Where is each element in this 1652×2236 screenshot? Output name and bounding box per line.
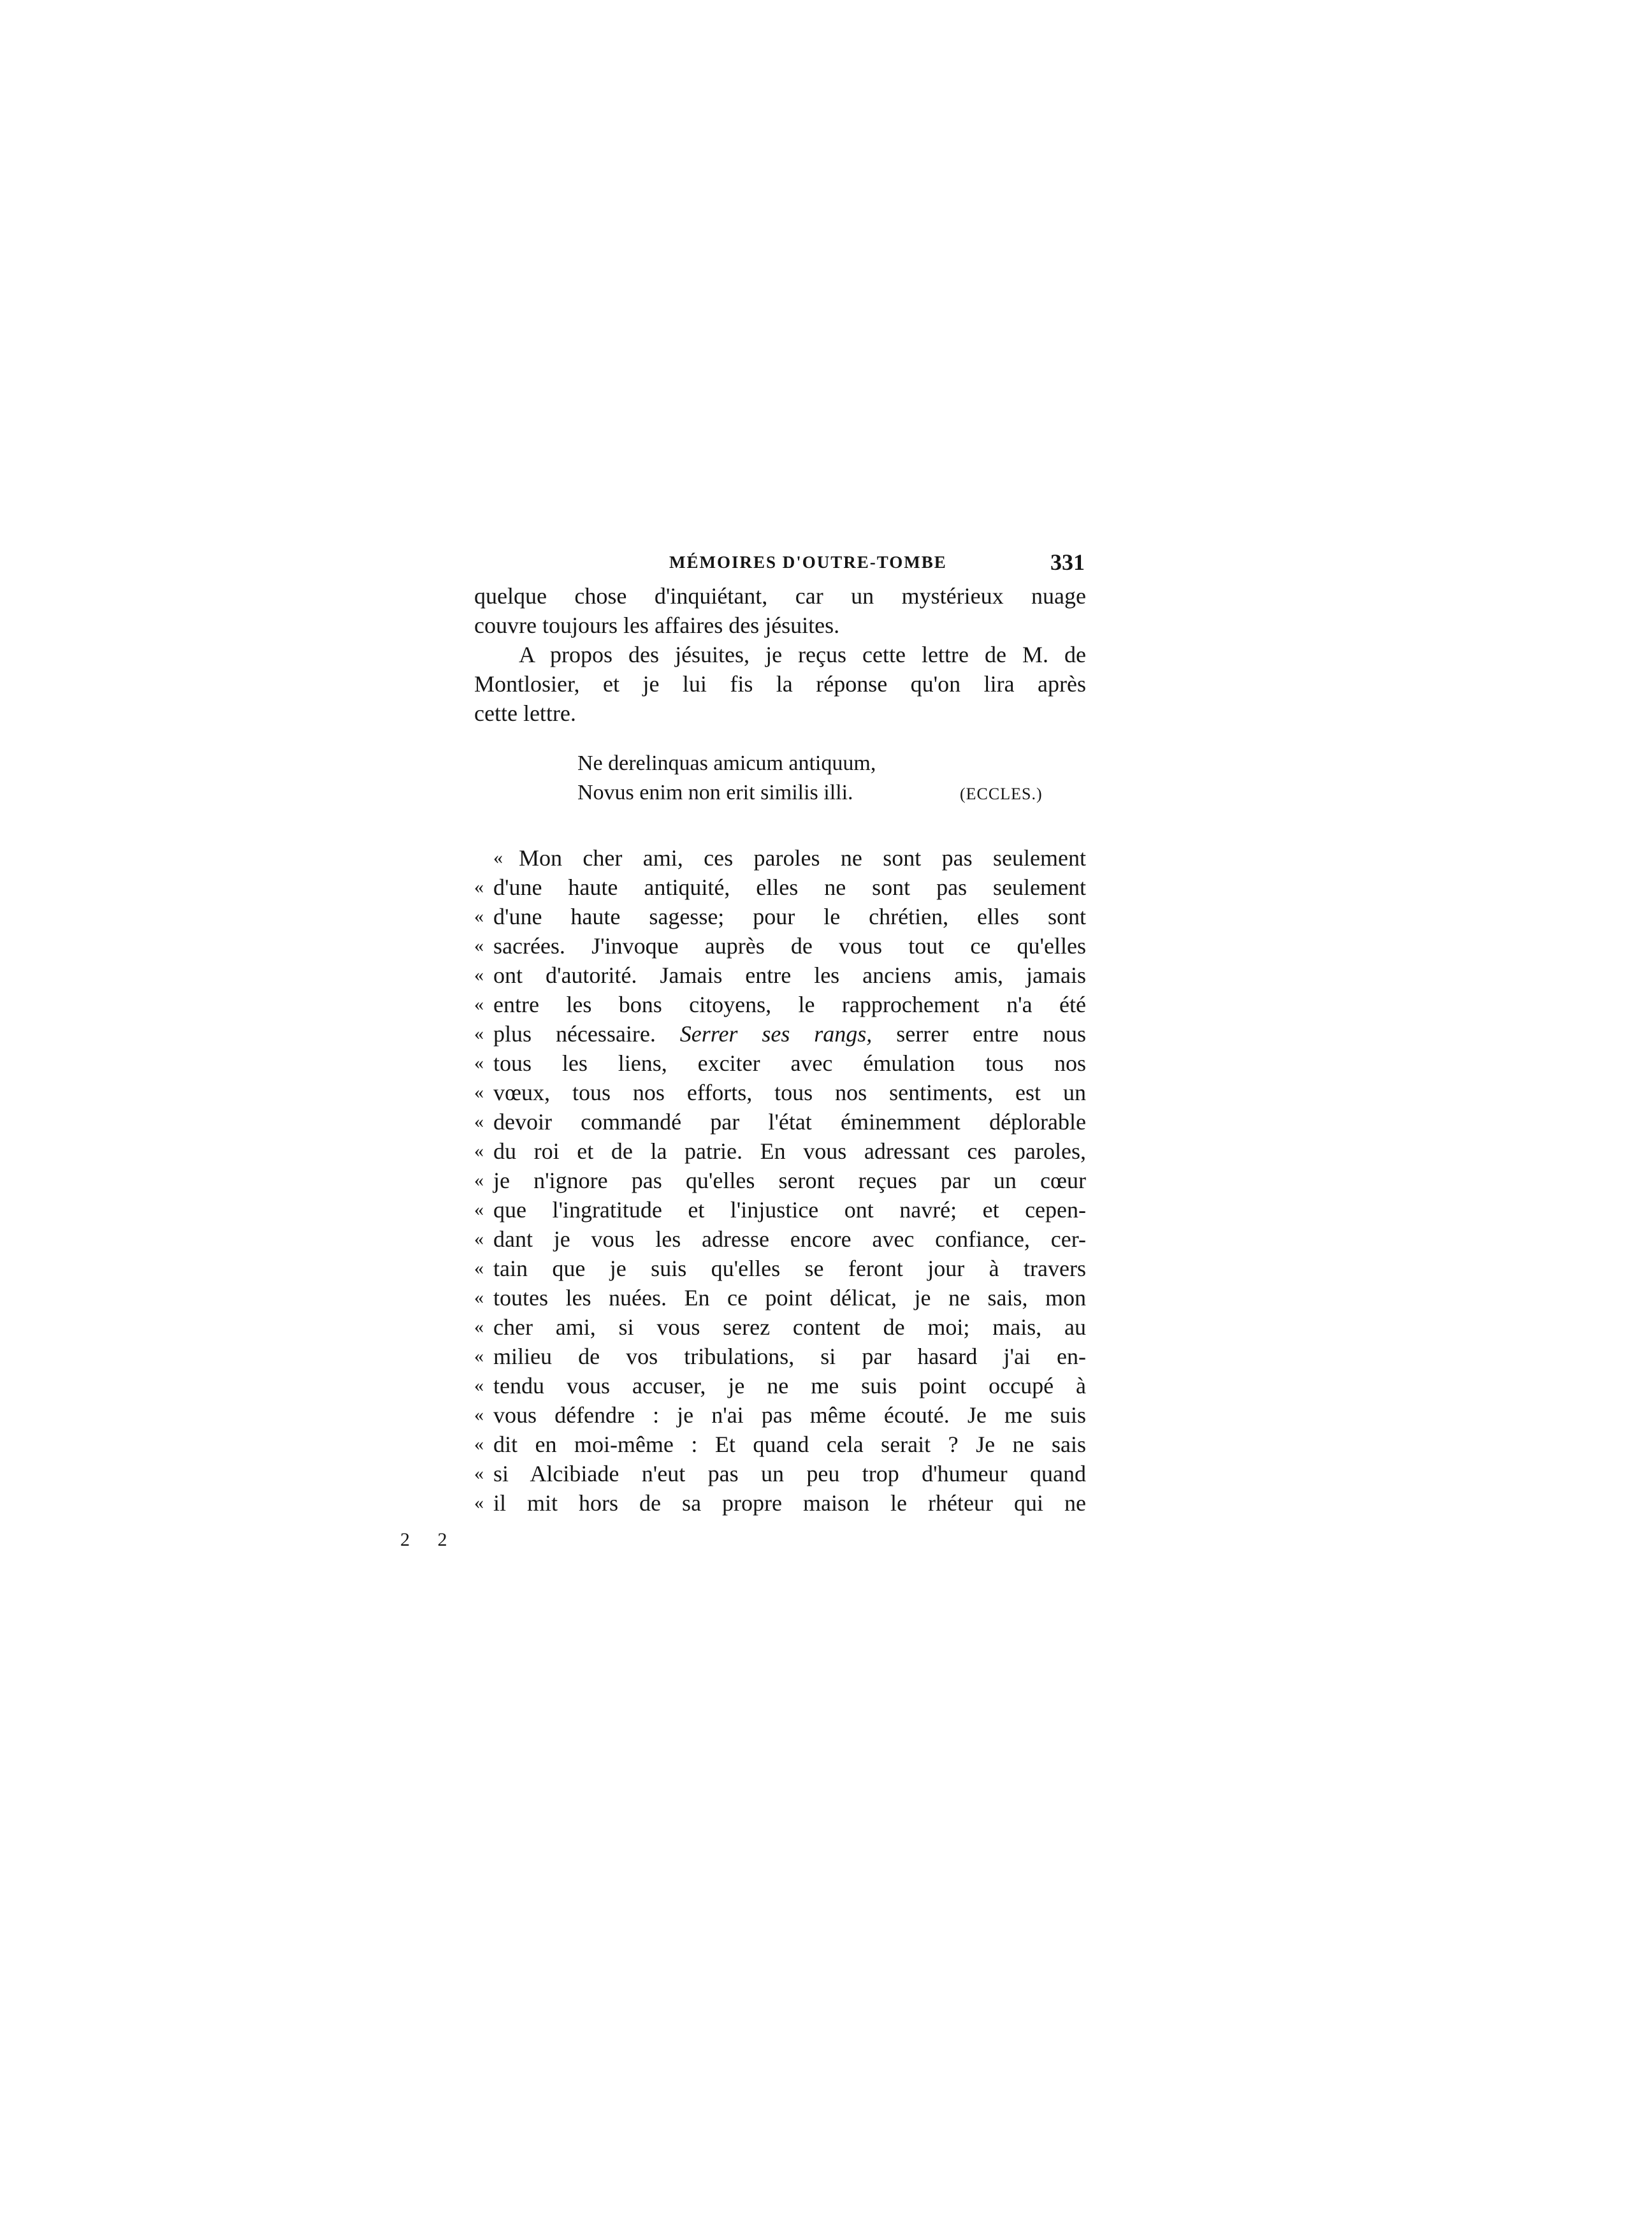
- quotation-mark: «: [474, 1492, 484, 1513]
- letter-line: [474, 931, 1086, 961]
- letter-line-text: vous défendre : je n'ai pas même écouté. Je me suis: [493, 1402, 1086, 1428]
- quotation-mark: «: [493, 847, 503, 868]
- letter-line: [474, 1166, 1086, 1195]
- letter-line: [474, 1078, 1086, 1107]
- quotation-mark: «: [474, 876, 484, 897]
- letter-line: [474, 1400, 1086, 1430]
- body-line: Montlosier, et je lui fis la réponse qu'on lira après: [474, 671, 1086, 697]
- quotation-mark: «: [474, 1082, 484, 1103]
- letter-line: [474, 1342, 1086, 1371]
- letter-line: [474, 902, 1086, 931]
- opening-paragraphs: [474, 581, 1086, 728]
- body-line: cette lettre.: [474, 701, 576, 726]
- italic-phrase: Serrer ses rangs,: [679, 1021, 873, 1047]
- quotation-mark: «: [474, 1434, 484, 1455]
- letter-line-text: dant je vous les adresse encore avec confiance, cer-: [493, 1226, 1086, 1252]
- letter-line: [474, 1019, 1086, 1049]
- letter-line-text: devoir commandé par l'état éminemment déplorable: [493, 1109, 1086, 1135]
- epigraph-source: (ECCLES.): [960, 785, 1043, 803]
- quotation-mark: «: [474, 1463, 484, 1484]
- letter-line-text: d'une haute sagesse; pour le chrétien, elles sont: [493, 904, 1086, 929]
- letter-line-text: ont d'autorité. Jamais entre les anciens amis, jamais: [493, 962, 1086, 988]
- letter-line: [474, 873, 1086, 902]
- letter-line-text: que l'ingratitude et l'injustice ont navré; et cepen-: [493, 1197, 1086, 1223]
- letter-line-text: tous les liens, exciter avec émulation tous nos: [493, 1050, 1086, 1076]
- letter-line: [474, 1312, 1086, 1342]
- page-number: 331: [1050, 549, 1085, 575]
- quotation-mark: «: [474, 1023, 484, 1044]
- quotation-mark: «: [474, 1258, 484, 1279]
- letter-line: [474, 1283, 1086, 1312]
- epigraph-line: Novus enim non erit similis illi.: [577, 781, 853, 804]
- body-line: A propos des jésuites, je reçus cette lettre de M. de: [519, 642, 1086, 667]
- letter-line-text: tain que je suis qu'elles se feront jour à travers: [493, 1256, 1086, 1281]
- letter-text-segment: serrer entre nous: [872, 1021, 1086, 1047]
- quotation-mark: «: [474, 1052, 484, 1073]
- letter-line: [474, 1049, 1086, 1078]
- letter-line-text: du roi et de la patrie. En vous adressant ces paroles,: [493, 1138, 1086, 1164]
- letter-line-text: d'une haute antiquité, elles ne sont pas seulement: [493, 875, 1086, 900]
- quotation-mark: «: [474, 994, 484, 1015]
- running-title: MÉMOIRES D'OUTRE-TOMBE: [669, 553, 947, 572]
- letter-line-text: je n'ignore pas qu'elles seront reçues par un cœur: [493, 1168, 1086, 1193]
- letter-line: [474, 1371, 1086, 1400]
- quotation-mark: «: [474, 1375, 484, 1396]
- quotation-mark: «: [474, 1287, 484, 1308]
- quotation-mark: «: [474, 1316, 484, 1337]
- letter-line-text: milieu de vos tribulations, si par hasard j'ai en-: [493, 1344, 1086, 1369]
- letter-line-text: Mon cher ami, ces paroles ne sont pas seulement: [519, 845, 1086, 871]
- body-line: quelque chose d'inquiétant, car un mystérieux nuage: [474, 583, 1086, 609]
- quotation-mark: «: [474, 1170, 484, 1191]
- letter-line-text: sacrées. J'invoque auprès de vous tout ce qu'elles: [493, 933, 1086, 959]
- letter-line: [474, 1430, 1086, 1459]
- letter-line: [474, 990, 1086, 1019]
- page-header: [669, 547, 1085, 577]
- letter-line: [474, 1224, 1086, 1254]
- letter-line: [474, 1459, 1086, 1488]
- letter-text-segment: plus nécessaire.: [493, 1021, 680, 1047]
- quotation-mark: «: [474, 1404, 484, 1425]
- letter-line-text: [493, 1019, 1086, 1049]
- letter-line-text: il mit hors de sa propre maison le rhéteur qui ne: [493, 1490, 1086, 1516]
- letter-line: [474, 1136, 1086, 1166]
- epigraph: [577, 749, 1062, 808]
- letter-line-text: si Alcibiade n'eut pas un peu trop d'humeur quand: [493, 1461, 1086, 1486]
- letter-line: [474, 961, 1086, 990]
- quotation-mark: «: [474, 1140, 484, 1161]
- quotation-mark: «: [474, 1228, 484, 1249]
- letter-line-text: tendu vous accuser, je ne me suis point occupé à: [493, 1373, 1086, 1398]
- quotation-mark: «: [474, 964, 484, 985]
- letter-line: [474, 843, 1086, 873]
- letter-line-text: cher ami, si vous serez content de moi; mais, au: [493, 1314, 1086, 1340]
- signature-mark: 2 2: [400, 1529, 459, 1550]
- letter-line-text: dit en moi-même : Et quand cela serait ? Je ne sais: [493, 1432, 1086, 1457]
- quotation-mark: «: [474, 1199, 484, 1220]
- quotation-mark: «: [474, 906, 484, 927]
- letter-line: [474, 1254, 1086, 1283]
- quotation-mark: «: [474, 1346, 484, 1367]
- quotation-mark: «: [474, 935, 484, 956]
- letter-line: [474, 1488, 1086, 1518]
- letter-body: [474, 843, 1086, 1518]
- letter-line-text: vœux, tous nos efforts, tous nos sentiments, est un: [493, 1080, 1086, 1105]
- letter-line-text: toutes les nuées. En ce point délicat, je ne sais, mon: [493, 1285, 1086, 1310]
- quotation-mark: «: [474, 1111, 484, 1132]
- body-line: couvre toujours les affaires des jésuites.: [474, 613, 840, 638]
- letter-line-text: entre les bons citoyens, le rapprochement n'a été: [493, 992, 1086, 1017]
- letter-line: [474, 1195, 1086, 1224]
- letter-line: [474, 1107, 1086, 1136]
- epigraph-line: Ne derelinquas amicum antiquum,: [577, 751, 876, 775]
